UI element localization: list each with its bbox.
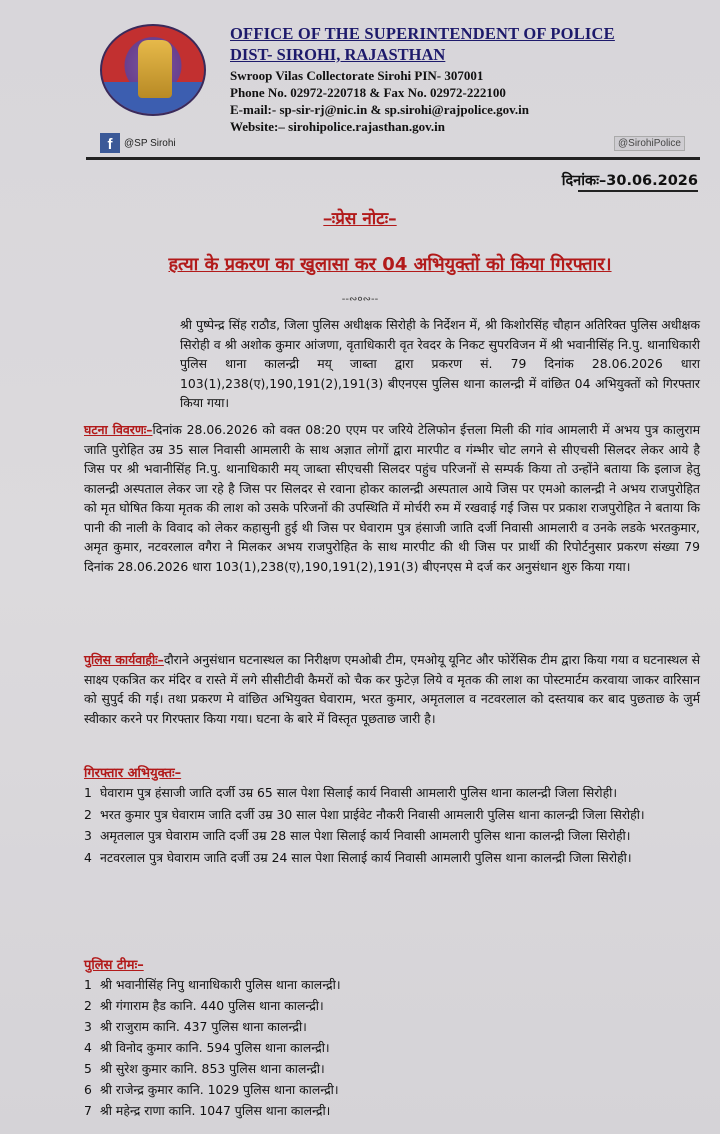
- list-item-text: श्री राजेन्द्र कुमार कानि. 1029 पुलिस थाना कालन्द्री।: [100, 1082, 339, 1097]
- team-list: [84, 974, 700, 1121]
- office-phone: Phone No. 02972-220718 & Fax No. 02972-222100: [230, 85, 506, 100]
- list-item: [84, 1079, 700, 1100]
- list-item-number: 1: [84, 977, 92, 992]
- incident-paragraph: [84, 420, 700, 576]
- headline: हत्या के प्रकरण का खुलासा कर 04 अभियुक्तों को किया गिरफ्तार।: [168, 254, 612, 275]
- header-divider: [86, 157, 700, 160]
- office-district: DIST- SIROHI, RAJASTHAN: [230, 45, 446, 64]
- logo-emblem: [138, 40, 172, 98]
- office-address: Swroop Vilas Collectorate Sirohi PIN- 307001: [230, 68, 484, 83]
- arrested-list: [84, 783, 700, 869]
- list-item-number: 3: [84, 1019, 92, 1034]
- date-underline: [578, 190, 698, 192]
- list-item: [84, 848, 700, 868]
- twitter-handle: @SirohiPolice: [614, 136, 685, 151]
- list-item-text: घेवाराम पुत्र हंसाजी जाति दर्जी उम्र 65 साल पेशा सिलाई कार्य निवासी आमलारी पुलिस थाना कालन्द्री जिला सिरोही।: [100, 785, 618, 800]
- police-action-text: दौराने अनुसंधान घटनास्थल का निरीक्षण एमओबी टीम, एमओयू यूनिट और फोरेंसिक टीम द्वारा किया गया व घटनास्थल से साक्ष्य एकत्रित कर मंदिर व रास्ते में लगे सीसीटीवी कैमरों को चैक कर फुटेज़ लिये व मृतक की लाश का पोस्टमार्टम करवाया जाकर वारिसान को सुपुर्द की गई। तथा प्रकरण मे वांछित अभियुक्त घेवाराम, भरत कुमार, अमृतलाल व नटवरलाल को दस्तयाब कर बाद पुछताछ के जुर्म स्वीकार करने पर गिरफ्तार किया गया। घटना के बारे में विस्तृत पूछताछ जारी है।: [84, 652, 700, 726]
- list-item-number: 4: [84, 1040, 92, 1055]
- list-item-text: श्री गंगाराम हैड कानि. 440 पुलिस थाना कालन्द्री।: [100, 998, 324, 1013]
- list-item-text: श्री महेन्द्र राणा कानि. 1047 पुलिस थाना कालन्द्री।: [100, 1103, 331, 1118]
- list-item: [84, 826, 700, 846]
- press-note-title: [0, 206, 720, 229]
- intro-paragraph: श्री पुष्पेन्द्र सिंह राठौड, जिला पुलिस अधीक्षक सिरोही के निर्देशन में, श्री किशोरसिंह चौहान अतिरिक्त पुलिस अधीक्षक सिरोही व श्री अशोक कुमार आंजणा, वृताधिकारी वृत रेवदर के निकट सुपरविजन में श्री भवानीसिंह नि.पु. थानाधिकारी पुलिस थाना कालन्द्री मय् जाब्ता द्वारा प्रकरण सं. 79 दिनांक 28.06.2026 धारा 103(1),238(ए),190,191(2),191(3) बीएनएस पुलिस थाना कालन्द्री में वांछित 04 अभियुक्तों को गिरफ्तार किया गया।: [180, 317, 700, 410]
- list-item: [84, 1100, 700, 1121]
- list-item-number: 1: [84, 785, 92, 800]
- incident-text: दिनांक 28.06.2026 को वक्त 08:20 एएम पर जरिये टेलिफोन ईत्तला मिली की गांव आमलारी में अभय पुत्र कालुराम जाति पुरोहित उम्र 35 साल निवासी आमलारी के साथ अज्ञात लोगों द्वारा मारपीट व गंम्भीर चोट लगने से सीएचसी सिलदर लेकर आये है जिस पर श्री भवानीसिंह नि.पु. थानाधिकारी मय् जाब्ता सीएचसी सिलदर पहुंच परिजनों से सम्पर्क किया तो उन्होंने बताया कि इलाज हेतु कालन्द्री अस्पताल लेकर जा रहे है जिस पर सिलदर से रवाना होकर कालन्द्री अस्पताल आये जिस पर एमओ कालन्द्री ने अभय राजपुरोहित को मृत घोषित किया मृतक की लाश को उसके परिजनों की उपस्थिति में मोर्चरी रुम में रखवाई गई जिस पर प्रकाश राजपुरोहित ने बताया कि पानी की नाली के विवाद को लेकर कहासुनी हुई थी जिस पर घेवाराम पुत्र हंसाजी जाति दर्जी निवासी आमलारी व उनके लडके भरतकुमार, अमृत कुमार, नटवरलाल वगैरा ने मिलकर अभय राजपुरोहित के साथ मारपीट की थी जिस पर प्रार्थी की रिपोर्टनुसार प्रकरण संख्या 79 दिनांक 28.06.2026 धारा 103(1),238(ए),190,191(2),191(3) बीएनएस मे दर्ज कर अनुसंधान शुरु किया गया।: [84, 422, 700, 574]
- facebook-handle: [100, 133, 176, 153]
- police-action-paragraph: [84, 650, 700, 728]
- list-item-number: 7: [84, 1103, 92, 1118]
- office-title: OFFICE OF THE SUPERINTENDENT OF POLICE: [230, 24, 615, 43]
- list-item-number: 2: [84, 806, 92, 822]
- list-item-number: 4: [84, 849, 92, 865]
- incident-label: घटना विवरणः–: [84, 422, 153, 437]
- list-item-number: 6: [84, 1082, 92, 1097]
- facebook-handle-text: @SP Sirohi: [124, 137, 176, 149]
- list-item-text: अमृतलाल पुत्र घेवाराम जाति दर्जी उम्र 28 साल पेशा सिलाई कार्य निवासी आमलारी पुलिस थाना कालन्द्री जिला सिरोही।: [100, 828, 631, 843]
- list-item-number: 5: [84, 1061, 92, 1076]
- list-item-text: भरत कुमार पुत्र घेवाराम जाति दर्जी उम्र 30 साल पेशा प्राईवेट नौकरी निवासी आमलारी पुलिस थाना कालन्द्री जिला सिरोही।: [100, 806, 645, 822]
- list-item: [84, 805, 700, 825]
- police-logo-icon: [100, 24, 206, 116]
- list-item-text: श्री विनोद कुमार कानि. 594 पुलिस थाना कालन्द्री।: [100, 1040, 330, 1055]
- police-action-label: पुलिस कार्यवाहीः–: [84, 652, 164, 667]
- arrested-heading: गिरफ्तार अभियुक्तः–: [84, 766, 182, 781]
- list-item-number: 2: [84, 998, 92, 1013]
- office-website: Website:– sirohipolice.rajasthan.gov.in: [230, 119, 445, 134]
- press-note-label: –ःप्रेस नोटः–: [323, 209, 397, 229]
- list-item-text: श्री सुरेश कुमार कानि. 853 पुलिस थाना कालन्द्री।: [100, 1061, 325, 1076]
- list-item-text: नटवरलाल पुत्र घेवाराम जाति दर्जी उम्र 24 साल पेशा सिलाई कार्य निवासी आमलारी पुलिस थाना कालन्द्री जिला सिरोही।: [100, 849, 632, 865]
- office-email: E-mail:- sp-sir-rj@nic.in & sp.sirohi@rajpolice.gov.in: [230, 102, 529, 117]
- list-item-number: 3: [84, 828, 92, 843]
- ornament-divider: --∾०∾--: [341, 294, 379, 305]
- list-item-text: श्री राजुराम कानि. 437 पुलिस थाना कालन्द्री।: [100, 1019, 307, 1034]
- office-header: [230, 24, 615, 135]
- list-item-text: श्री भवानीसिंह निपु थानाधिकारी पुलिस थाना कालन्द्री।: [100, 977, 341, 992]
- list-item: [84, 1037, 700, 1058]
- list-item: [84, 995, 700, 1016]
- document-date: दिनांकः–30.06.2026: [561, 173, 698, 189]
- list-item: [84, 974, 700, 995]
- list-item: [84, 783, 700, 803]
- team-heading: पुलिस टीमः–: [84, 958, 144, 973]
- facebook-icon: f: [100, 133, 120, 153]
- list-item: [84, 1016, 700, 1037]
- list-item: [84, 1058, 700, 1079]
